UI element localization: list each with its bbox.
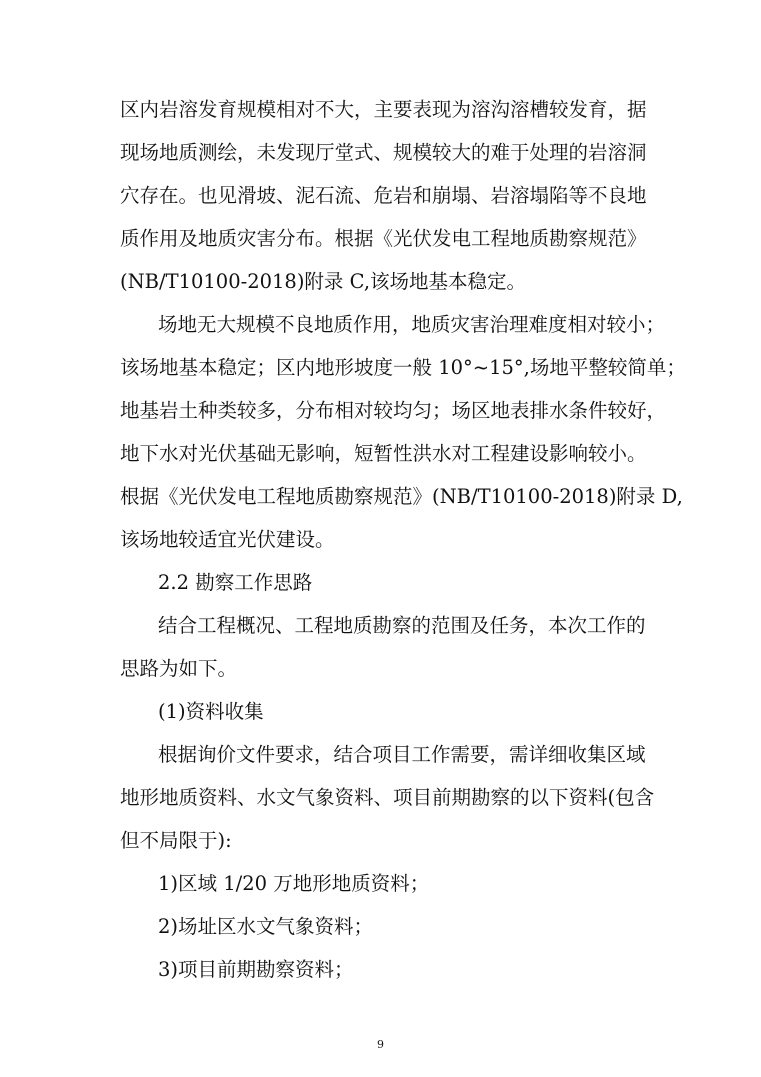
text-line: 思路为如下。 <box>120 657 238 680</box>
text-line: 现场地质测绘，未发现厅堂式、规模较大的难于处理的岩溶洞 <box>120 141 647 164</box>
section-heading: 2.2 勘察工作思路 <box>158 571 313 594</box>
list-item: 2)场址区水文气象资料； <box>158 915 374 938</box>
text-line: 地形地质资料、水文气象资料、项目前期勘察的以下资料(包含 <box>120 786 655 809</box>
page-number: 9 <box>377 1038 384 1051</box>
text-line: 该场地较适宜光伏建设。 <box>120 528 335 551</box>
text-line: 穴存在。也见滑坡、泥石流、危岩和崩塌、岩溶塌陷等不良地 <box>120 184 647 207</box>
text-line: 质作用及地质灾害分布。根据《光伏发电工程地质勘察规范》 <box>120 227 647 250</box>
text-line: 该场地基本稳定；区内地形坡度一般 10°~15°,场地平整较简单； <box>120 356 686 379</box>
list-item: 1)区域 1/20 万地形地质资料； <box>158 872 430 895</box>
text-line: 地基岩土种类较多，分布相对较均匀；场区地表排水条件较好， <box>120 399 667 422</box>
text-line: 但不局限于): <box>120 829 232 852</box>
text-line: 结合工程概况、工程地质勘察的范围及任务，本次工作的 <box>158 614 646 637</box>
text-line: 区内岩溶发育规模相对不大，主要表现为溶沟溶槽较发育，据 <box>120 98 647 121</box>
subsection-heading: (1)资料收集 <box>158 700 264 723</box>
text-line: 场地无大规模不良地质作用，地质灾害治理难度相对较小； <box>158 313 666 336</box>
text-line: (NB/T10100-2018)附录 C,该场地基本稳定。 <box>120 270 527 293</box>
text-line: 根据询价文件要求，结合项目工作需要，需详细收集区域 <box>158 743 646 766</box>
list-item: 3)项目前期勘察资料； <box>158 958 354 981</box>
text-line: 根据《光伏发电工程地质勘察规范》(NB/T10100-2018)附录 D, <box>120 485 683 508</box>
text-line: 地下水对光伏基础无影响，短暂性洪水对工程建设影响较小。 <box>120 442 647 465</box>
